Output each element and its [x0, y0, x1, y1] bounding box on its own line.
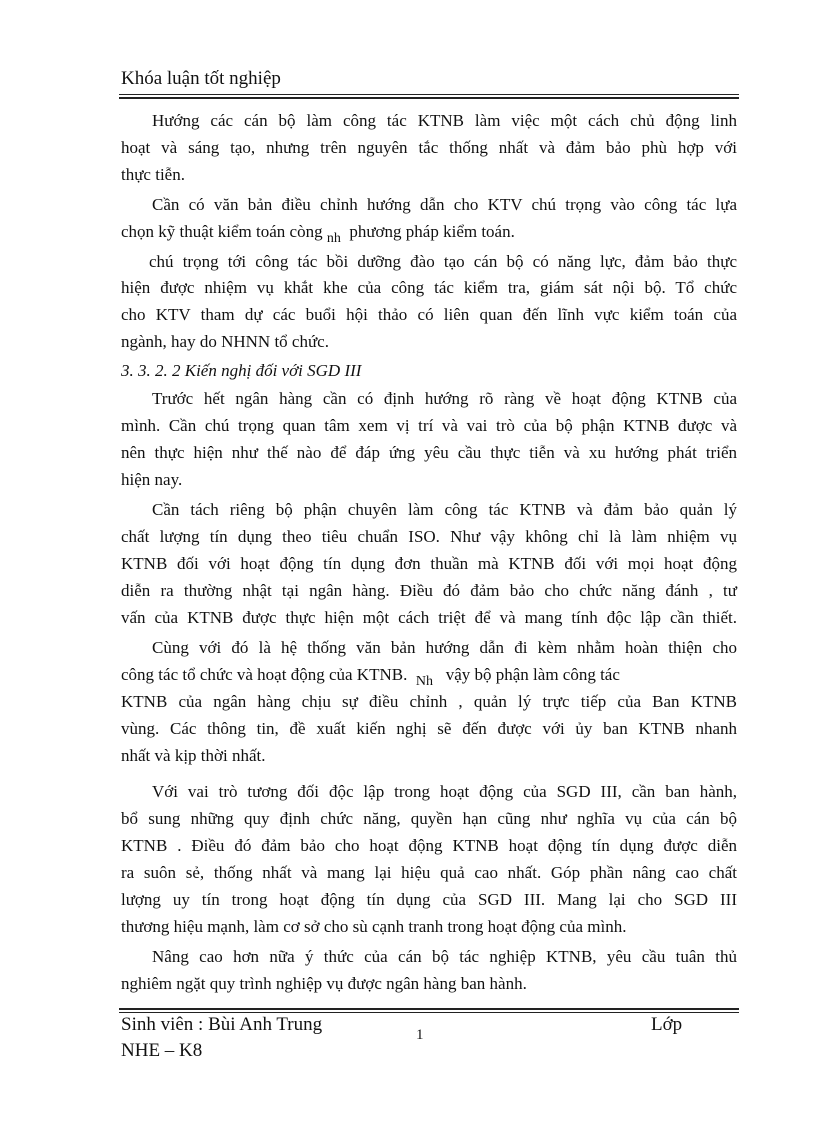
paragraph-line	[121, 661, 737, 688]
paragraph-line: diễn ra thường nhật tại ngân hàng. Điều đó đảm bảo cho chức năng đánh , tư	[121, 581, 737, 600]
paragraph-line: chú trọng tới công tác bồi dưỡng đào tạo cán bộ có năng lực, đảm bảo thực	[149, 252, 737, 271]
paragraph-line: bổ sung những quy định chức năng, quyền hạn cũng như nghĩa vụ của cán bộ	[121, 809, 737, 828]
paragraph-line: Cùng với đó là hệ thống văn bản hướng dẫn đi kèm nhằm hoàn thiện cho	[152, 638, 737, 657]
paragraph-line: nên thực hiện như thế nào để đáp ứng yêu cầu thực tiễn và xu hướng phát triển	[121, 443, 737, 462]
footer-rule-bottom	[119, 1012, 739, 1013]
header-rule-top	[119, 94, 739, 95]
footer-class-label: Lớp	[651, 1014, 683, 1035]
paragraph-line	[121, 218, 737, 245]
paragraph-line: ra suôn sẻ, thống nhất và mang lại hiệu quả cao nhất. Góp phần nâng cao chất	[121, 863, 737, 882]
paragraph-line: vấn của KTNB được thực hiện một cách triệt để và mang tính độc lập cần thiết.	[121, 608, 737, 627]
paragraph-line: vùng. Các thông tin, đề xuất kiến nghị sẽ đến được với ủy ban KTNB nhanh	[121, 719, 737, 738]
paragraph-line: chất lượng tín dụng theo tiêu chuẩn ISO. Như vậy không chỉ là làm nhiệm vụ	[121, 527, 737, 546]
paragraph-line: Cần có văn bản điều chỉnh hướng dẫn cho KTV chú trọng vào công tác lựa	[152, 195, 737, 214]
paragraph-line: Cần tách riêng bộ phận chuyên làm công tác KTNB và đảm bảo quản lý	[152, 500, 737, 519]
paragraph-line: ngành, hay do NHNN tổ chức.	[121, 332, 329, 351]
paragraph-line: hiện được nhiệm vụ khắt khe của công tác kiểm tra, giám sát nội bộ. Tổ chức	[121, 278, 737, 297]
paragraph-line: cho KTV tham dự các buổi hội thảo có liên quan đến lĩnh vực kiểm toán của	[121, 305, 737, 324]
text-run-subscript: Nh	[415, 674, 433, 689]
text-run: chọn kỹ thuật kiểm toán còng	[121, 222, 323, 241]
section-heading: 3. 3. 2. 2 Kiến nghị đối với SGD III	[121, 361, 362, 380]
paragraph-line: Nâng cao hơn nữa ý thức của cán bộ tác nghiệp KTNB, yêu cầu tuân thủ	[152, 947, 737, 966]
paragraph-line: KTNB đối với hoạt động tín dụng đơn thuần mà KTNB đối với mọi hoạt động	[121, 554, 737, 573]
paragraph-line: Với vai trò tương đối độc lập trong hoạt động của SGD III, cần ban hành,	[152, 782, 737, 801]
text-run: công tác tổ chức và hoạt động của KTNB.	[121, 665, 408, 684]
paragraph-line: hiện nay.	[121, 470, 183, 489]
paragraph-line: lượng uy tín trong hoạt động tín dụng của SGD III. Mang lại cho SGD III	[121, 890, 737, 909]
text-run-subscript: nh	[326, 231, 341, 246]
paragraph-line: thương hiệu mạnh, làm cơ sở cho sù cạnh tranh trong hoạt động của mình.	[121, 917, 627, 936]
paragraph-line: hoạt và sáng tạo, nhưng trên nguyên tắc thống nhất và đảm bảo phù hợp với	[121, 138, 737, 157]
paragraph-line: Trước hết ngân hàng cần có định hướng rõ ràng về hoạt động KTNB của	[152, 389, 737, 408]
paragraph-line: KTNB . Điều đó đảm bảo cho hoạt động KTNB hoạt động tín dụng được diễn	[121, 836, 737, 855]
text-run: phương pháp kiểm toán.	[349, 222, 515, 241]
paragraph-line: nghiêm ngặt quy trình nghiệp vụ được ngân hàng ban hành.	[121, 974, 527, 993]
footer-student-name: Sinh viên : Bùi Anh Trung	[121, 1014, 323, 1035]
footer-rule-top	[119, 1008, 739, 1010]
paragraph-line: nhất và kịp thời nhất.	[121, 746, 266, 765]
footer-class-value: NHE – K8	[121, 1040, 203, 1061]
paragraph-line: KTNB của ngân hàng chịu sự điều chỉnh , quản lý trực tiếp của Ban KTNB	[121, 692, 737, 711]
text-run: vậy bộ phận làm công tác	[445, 665, 620, 684]
page-number: 1	[416, 1027, 424, 1043]
header-title: Khóa luận tốt nghiệp	[121, 68, 281, 89]
paragraph-line: Hướng các cán bộ làm công tác KTNB làm việc một cách chủ động linh	[152, 111, 737, 130]
paragraph-line: mình. Cần chú trọng quan tâm xem vị trí và vai trò của bộ phận KTNB được và	[121, 416, 737, 435]
header-rule-bottom	[119, 97, 739, 99]
paragraph-line: thực tiễn.	[121, 165, 185, 184]
